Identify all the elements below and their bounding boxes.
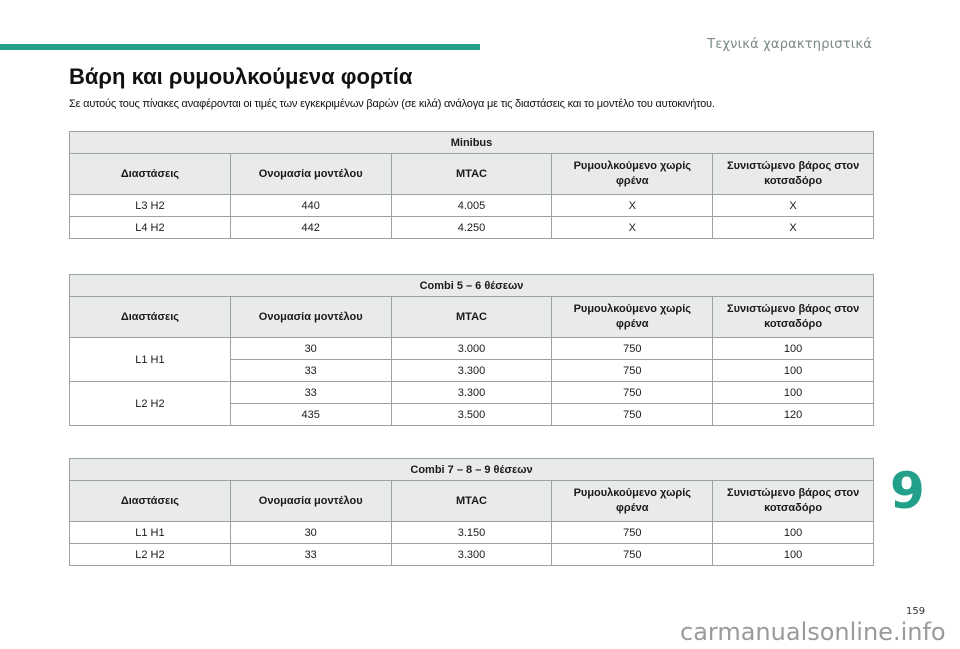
table-row: [70, 195, 874, 217]
cell-dimensions: L2 H2: [70, 544, 231, 566]
section-title: Τεχνικά χαρακτηριστικά: [707, 37, 872, 52]
minibus-table: [69, 131, 874, 239]
cell-hitch: X: [713, 195, 874, 217]
table-row: [70, 544, 874, 566]
cell-unbraked: 750: [552, 338, 713, 360]
col-header-hitch: Συνιστώμενο βάρος στον κοτσαδόρο: [713, 481, 874, 522]
table-row: [70, 217, 874, 239]
cell-model: 435: [230, 404, 391, 426]
cell-mtac: 3.500: [391, 404, 552, 426]
cell-hitch: 100: [713, 360, 874, 382]
cell-dimensions: L1 H1: [70, 522, 231, 544]
cell-unbraked: X: [552, 195, 713, 217]
cell-dimensions: L4 H2: [70, 217, 231, 239]
chapter-number: 9: [890, 462, 925, 520]
col-header-model: Ονομασία μοντέλου: [230, 297, 391, 338]
combi-7-8-9-table: [69, 458, 874, 566]
cell-unbraked: 750: [552, 522, 713, 544]
cell-unbraked: 750: [552, 360, 713, 382]
cell-dimensions: L1 H1: [70, 338, 231, 382]
page-title: Βάρη και ρυμουλκούμενα φορτία: [69, 64, 413, 89]
cell-hitch: 100: [713, 544, 874, 566]
cell-model: 442: [230, 217, 391, 239]
cell-hitch: 100: [713, 338, 874, 360]
cell-hitch: 100: [713, 522, 874, 544]
col-header-unbraked: Ρυμουλκούμενο χωρίς φρένα: [552, 154, 713, 195]
cell-hitch: 100: [713, 382, 874, 404]
cell-mtac: 3.150: [391, 522, 552, 544]
table-caption: Combi 5 – 6 θέσεων: [70, 275, 874, 297]
col-header-hitch: Συνιστώμενο βάρος στον κοτσαδόρο: [713, 154, 874, 195]
table-row: [70, 382, 874, 404]
col-header-dimensions: Διαστάσεις: [70, 297, 231, 338]
intro-text: Σε αυτούς τους πίνακες αναφέρονται οι τιμές των εγκεκριμένων βαρών (σε κιλά) ανάλογα με τις διαστάσεις και το μοντέλο του αυτοκινήτου.: [69, 98, 715, 110]
col-header-unbraked: Ρυμουλκούμενο χωρίς φρένα: [552, 297, 713, 338]
col-header-mtac: MTAC: [391, 154, 552, 195]
cell-model: 30: [230, 338, 391, 360]
cell-mtac: 3.300: [391, 544, 552, 566]
col-header-mtac: MTAC: [391, 297, 552, 338]
cell-hitch: X: [713, 217, 874, 239]
cell-mtac: 3.300: [391, 382, 552, 404]
col-header-dimensions: Διαστάσεις: [70, 481, 231, 522]
cell-dimensions: L3 H2: [70, 195, 231, 217]
table-row: [70, 522, 874, 544]
col-header-dimensions: Διαστάσεις: [70, 154, 231, 195]
table-row: [70, 338, 874, 360]
col-header-unbraked: Ρυμουλκούμενο χωρίς φρένα: [552, 481, 713, 522]
cell-unbraked: 750: [552, 544, 713, 566]
page-number: 159: [906, 606, 926, 617]
cell-mtac: 3.000: [391, 338, 552, 360]
cell-model: 33: [230, 544, 391, 566]
table-caption: Minibus: [70, 132, 874, 154]
col-header-model: Ονομασία μοντέλου: [230, 481, 391, 522]
col-header-hitch: Συνιστώμενο βάρος στον κοτσαδόρο: [713, 297, 874, 338]
col-header-mtac: MTAC: [391, 481, 552, 522]
cell-hitch: 120: [713, 404, 874, 426]
cell-unbraked: X: [552, 217, 713, 239]
cell-model: 33: [230, 382, 391, 404]
cell-model: 30: [230, 522, 391, 544]
accent-bar: [0, 44, 480, 50]
cell-unbraked: 750: [552, 404, 713, 426]
cell-unbraked: 750: [552, 382, 713, 404]
cell-mtac: 4.005: [391, 195, 552, 217]
cell-mtac: 3.300: [391, 360, 552, 382]
cell-mtac: 4.250: [391, 217, 552, 239]
cell-model: 440: [230, 195, 391, 217]
table-caption: Combi 7 – 8 – 9 θέσεων: [70, 459, 874, 481]
col-header-model: Ονομασία μοντέλου: [230, 154, 391, 195]
watermark-link[interactable]: carmanualsonline.info: [680, 618, 946, 646]
combi-5-6-table: [69, 274, 874, 426]
cell-dimensions: L2 H2: [70, 382, 231, 426]
cell-model: 33: [230, 360, 391, 382]
